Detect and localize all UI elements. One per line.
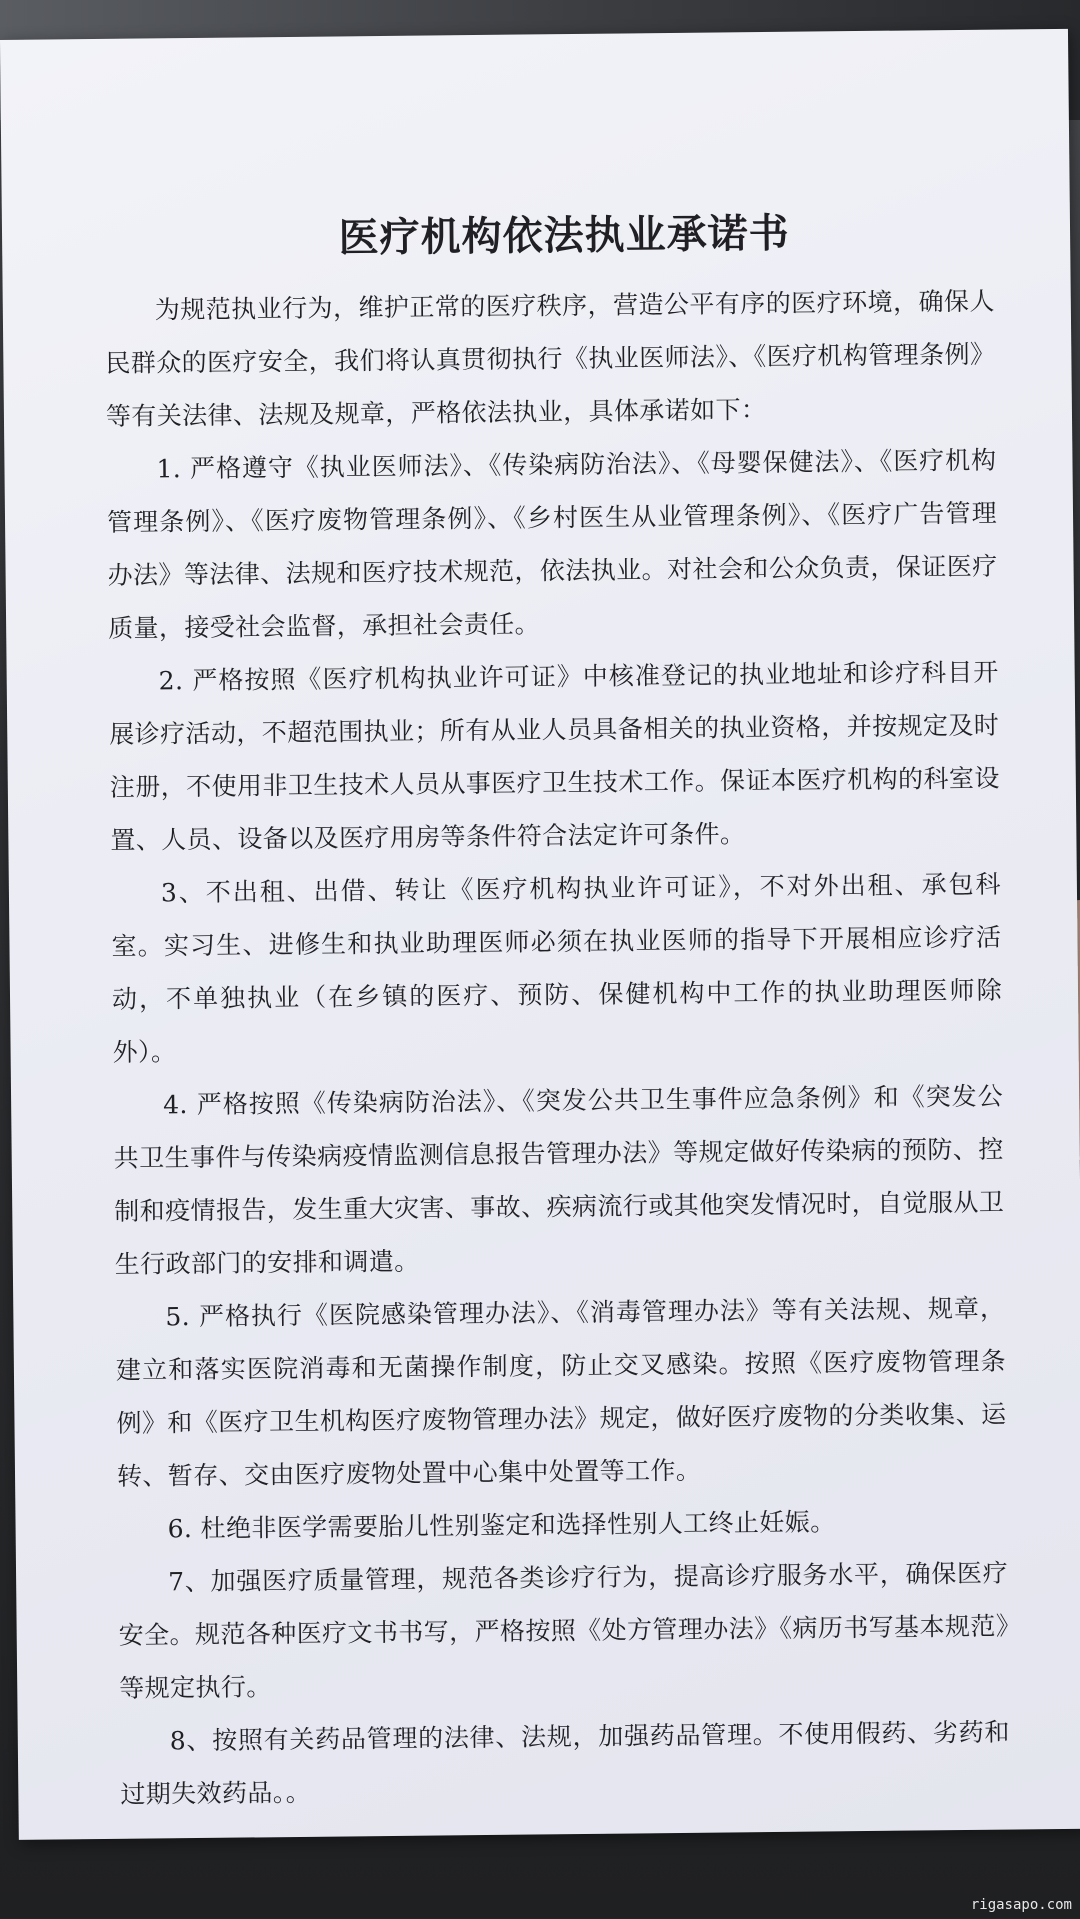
commitment-item-8: 8、按照有关药品管理的法律、法规，加强药品管理。不使用假药、劣药和过期失效药品。。 <box>120 1717 1010 1809</box>
intro-paragraph: 为规范执业行为，维护正常的医疗秩序，营造公平有序的医疗环境，确保人民群众的医疗安全，我们将认真贯彻执行《执业医师法》、《医疗机构管理条例》等有关法律、法规及规章，严格依法执业，具体承诺如下： <box>105 286 996 431</box>
commitment-document <box>104 200 1011 1821</box>
paper-sheet <box>0 29 1080 1840</box>
commitment-item-4: 4. 严格按照《传染病防治法》、《突发公共卫生事件应急条例》和《突发公共卫生事件与传染病疫情监测信息报告管理办法》等规定做好传染病的预防、控制和疫情报告，发生重大灾害、事故、疾病流行或其他突发情况时，自觉服从卫生行政部门的安排和调遣。 <box>113 1081 1005 1279</box>
commitment-item-2: 2. 严格按照《医疗机构执业许可证》中核准登记的执业地址和诊疗科目开展诊疗活动，不超范围执业；所有从业人员具备相关的执业资格，并按规定及时注册，不使用非卫生技术人员从事医疗卫生技术工作。保证本医疗机构的科室设置、人员、设备以及医疗用房等条件符合法定许可条件。 <box>109 657 1000 855</box>
document-title: 医疗机构依法执业承诺书 <box>338 210 790 262</box>
commitment-item-1: 1. 严格遵守《执业医师法》、《传染病防治法》、《母婴保健法》、《医疗机构管理条例》、《医疗废物管理条例》、《乡村医生从业管理条例》、《医疗广告管理办法》等法律、法规和医疗技术规范，依法执业。对社会和公众负责，保证医疗质量，接受社会监督，承担社会责任。 <box>106 445 998 643</box>
watermark-text: rigasapo.com <box>970 1897 1072 1913</box>
commitment-item-7: 7、加强医疗质量管理，规范各类诊疗行为，提高诊疗服务水平，确保医疗安全。规范各种医疗文书书写，严格按照《处方管理办法》《病历书写基本规范》等规定执行。 <box>118 1558 1009 1703</box>
commitment-item-6: 6. 杜绝非医学需要胎儿性别鉴定和选择性别人工终止妊娠。 <box>167 1507 836 1544</box>
commitment-item-3: 3、不出租、出借、转让《医疗机构执业许可证》，不对外出租、承包科室。实习生、进修生和执业助理医师必须在执业医师的指导下开展相应诊疗活动，不单独执业（在乡镇的医疗、预防、保健机构中工作的执业助理医师除外）。 <box>111 869 1003 1067</box>
commitment-item-5: 5. 严格执行《医院感染管理办法》、《消毒管理办法》等有关法规、规章，建立和落实医院消毒和无菌操作制度，防止交叉感染。按照《医疗废物管理条例》和《医疗卫生机构医疗废物管理办法》规定，做好医疗废物的分类收集、运转、暂存、交由医疗废物处置中心集中处置等工作。 <box>115 1293 1007 1491</box>
